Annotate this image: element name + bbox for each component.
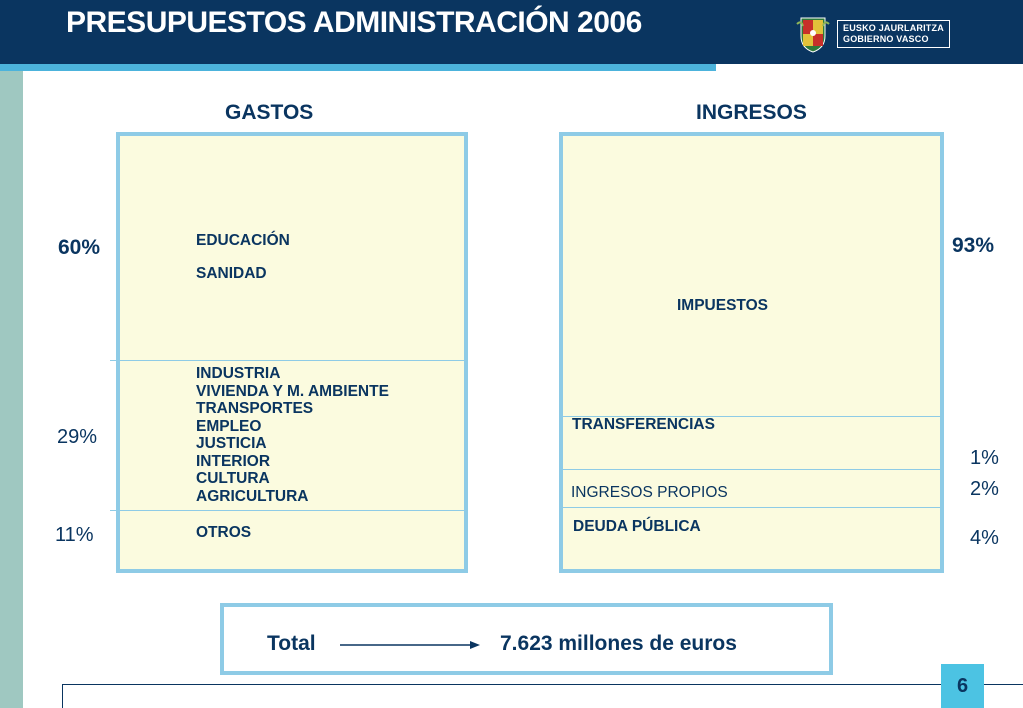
left-side-bar — [0, 71, 23, 708]
logo-line-basque: EUSKO JAURLARITZA — [843, 23, 944, 33]
gastos-item: AGRICULTURA — [196, 487, 309, 505]
ingresos-item: TRANSFERENCIAS — [572, 416, 715, 433]
gastos-item: INDUSTRIA — [196, 365, 281, 382]
logo-line-spanish: GOBIERNO VASCO — [843, 34, 929, 44]
gastos-item: INTERIOR — [196, 452, 271, 470]
ingresos-item: IMPUESTOS — [677, 297, 769, 314]
gastos-percent: 11% — [55, 524, 94, 546]
gastos-box — [116, 132, 468, 573]
gastos-item: EDUCACIÓN — [196, 232, 290, 249]
ingresos-divider-2 — [563, 469, 940, 470]
ingresos-percent: 93% — [952, 234, 995, 257]
gastos-item: SANIDAD — [196, 265, 267, 282]
gastos-percent: 60% — [58, 236, 101, 259]
gastos-heading: GASTOS — [225, 101, 314, 124]
gastos-divider-2 — [110, 510, 464, 511]
page-number: 6 — [941, 664, 984, 708]
gastos-item: JUSTICIA — [196, 435, 267, 452]
gastos-item: OTROS — [196, 524, 252, 541]
gastos-divider-1 — [110, 360, 464, 361]
ingresos-percent: 2% — [970, 478, 999, 500]
ingresos-percent: 4% — [970, 527, 999, 549]
total-label: Total — [267, 632, 316, 655]
gastos-item: EMPLEO — [196, 417, 262, 435]
footer-rule-left — [62, 684, 63, 708]
government-logo — [795, 14, 950, 54]
coat-of-arms-icon — [795, 14, 831, 54]
ingresos-item: DEUDA PÚBLICA — [573, 518, 701, 535]
gastos-percent: 29% — [57, 426, 98, 448]
gastos-item: TRANSPORTES — [196, 400, 314, 417]
ingresos-heading: INGRESOS — [696, 101, 807, 124]
ingresos-divider-3 — [563, 507, 940, 508]
gastos-item: CULTURA — [196, 470, 270, 487]
total-value: 7.623 millones de euros — [500, 632, 737, 655]
gastos-item: VIVIENDA Y M. AMBIENTE — [196, 382, 389, 400]
header-accent-strip — [0, 64, 716, 71]
page-title: PRESUPUESTOS ADMINISTRACIÓN 2006 — [66, 6, 642, 39]
arrow-right-icon — [340, 638, 480, 652]
footer-rule — [62, 684, 1023, 685]
ingresos-percent: 1% — [970, 447, 999, 469]
ingresos-item: INGRESOS PROPIOS — [571, 484, 728, 501]
logo-text-box — [837, 20, 950, 48]
